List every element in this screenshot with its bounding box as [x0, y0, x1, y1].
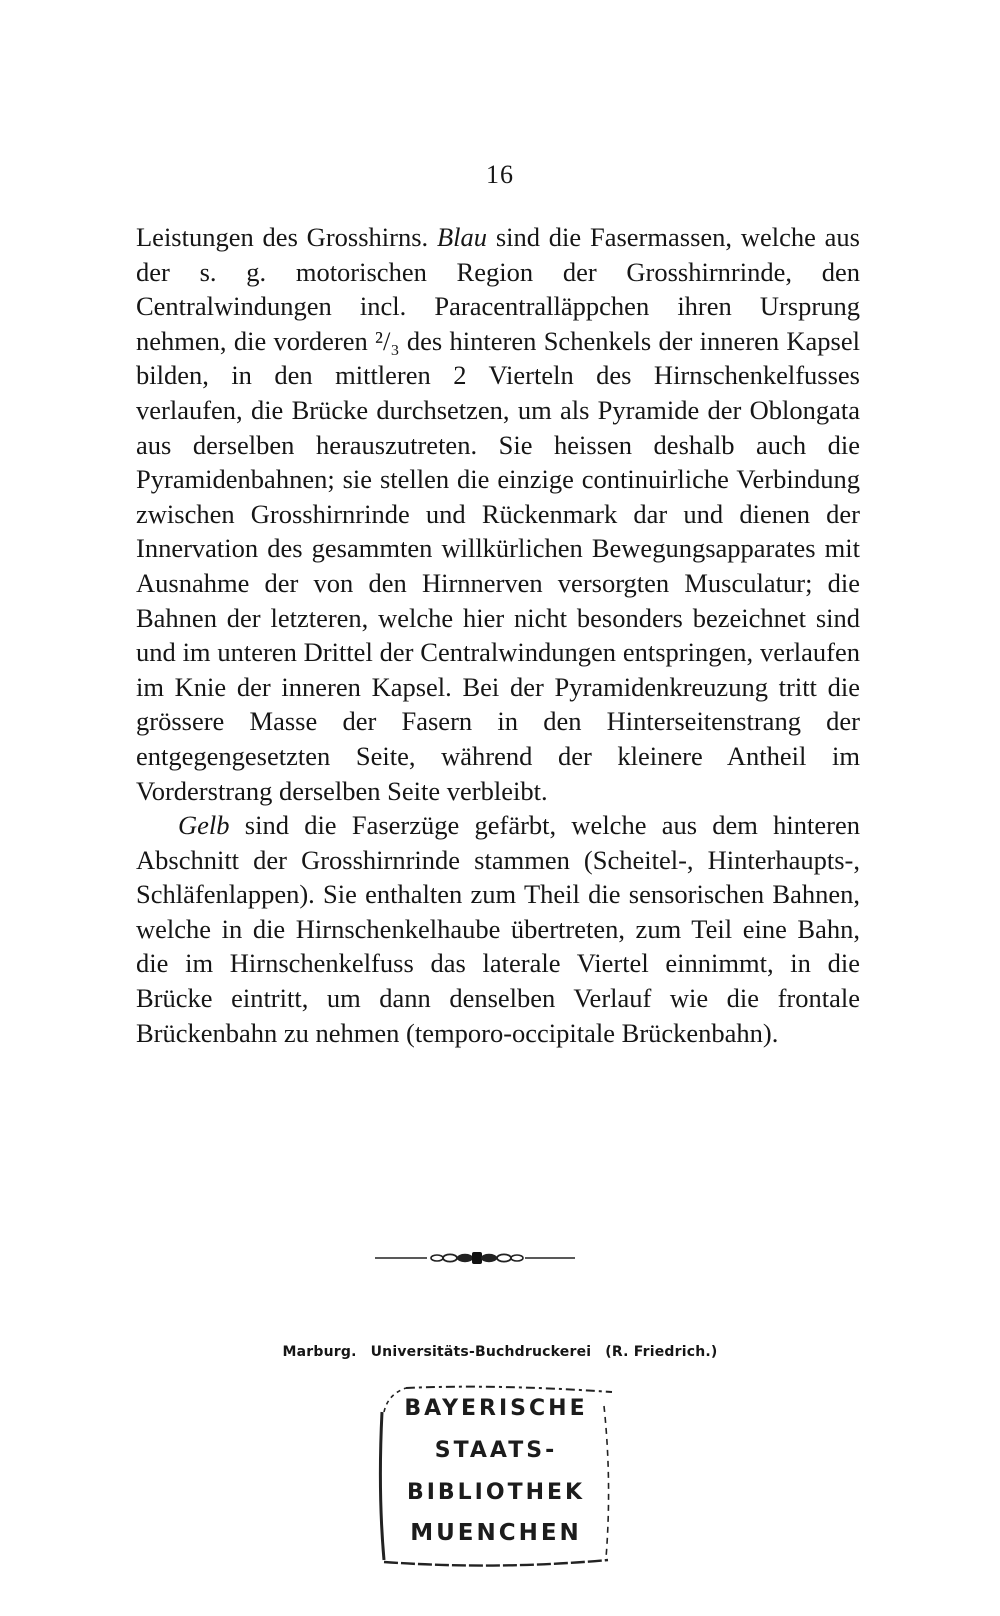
stamp-line: STAATS- [434, 1438, 558, 1463]
paragraph-blau [136, 220, 860, 808]
page-number: 16 [486, 160, 514, 189]
imprint-city: Marburg. [282, 1344, 357, 1360]
stamp-line: BIBLIOTHEK [406, 1480, 586, 1505]
emphasis-gelb: Gelb [178, 810, 230, 841]
printer-imprint [0, 1344, 1000, 1360]
stamp-line: BAYERISCHE [404, 1396, 588, 1421]
text-segment: sind die Faserzüge gefärbt, welche aus dem hinteren Abschnitt der Grosshirnrinde stammen (Scheitel-, Hinterhaupts-, Schläfenlappen). Sie enthalten zum Theil die sensorischen Bahnen, welche in die Hirnschenkelhaube übertreten, zum Teil eine Bahn, die im Hirnschenkelfuss das laterale Viertel einnimmt, in die Brücke eintritt, um dann denselben Verlauf wie die frontale Brückenbahn zu nehmen (temporo-occipitale Brückenbahn). [136, 810, 860, 1048]
stamp-line: MUENCHEN [410, 1520, 582, 1546]
imprint-owner: (R. Friedrich.) [605, 1344, 718, 1360]
text-segment: Leistungen des Grosshirns. [136, 222, 437, 252]
library-stamp [376, 1382, 616, 1568]
body-text [136, 220, 860, 1050]
imprint-printer: Universitäts-Buchdruckerei [370, 1344, 592, 1360]
ornament-divider [375, 1250, 575, 1266]
text-segment: sind die Fasermassen, welche aus der s. g. motorischen Region der Grosshirnrinde, den Centralwindungen incl. Paracentralläppchen ihren Ursprung nehmen, die vorderen ²/₃ des hinteren Schenkels der inneren Kapsel bilden, in den mittleren 2 Vierteln des Hirnschenkelfusses verlaufen, die Brücke durchsetzen, um als Pyramide der Oblongata aus derselben herauszutreten. Sie heissen deshalb auch die Pyramidenbahnen; sie stellen die einzige continuirliche Verbindung zwischen Grosshirnrinde und Rückenmark dar und dienen der Innervation des gesammten willkürlichen Bewegungsapparates mit Ausnahme der von den Hirnnerven versorgten Musculatur; die Bahnen der letzteren, welche hier nicht besonders bezeichnet sind und im unteren Drittel der Centralwindungen entspringen, verlaufen im Knie der inneren Kapsel. Bei der Pyramidenkreuzung tritt die grössere Masse der Fasern in den Hinterseitenstrang der entgegengesetzten Seite, während der kleinere Antheil im Vorderstrang derselben Seite verbleibt. [136, 222, 860, 806]
paragraph-gelb [136, 808, 860, 1050]
emphasis-blau: Blau [436, 222, 488, 252]
